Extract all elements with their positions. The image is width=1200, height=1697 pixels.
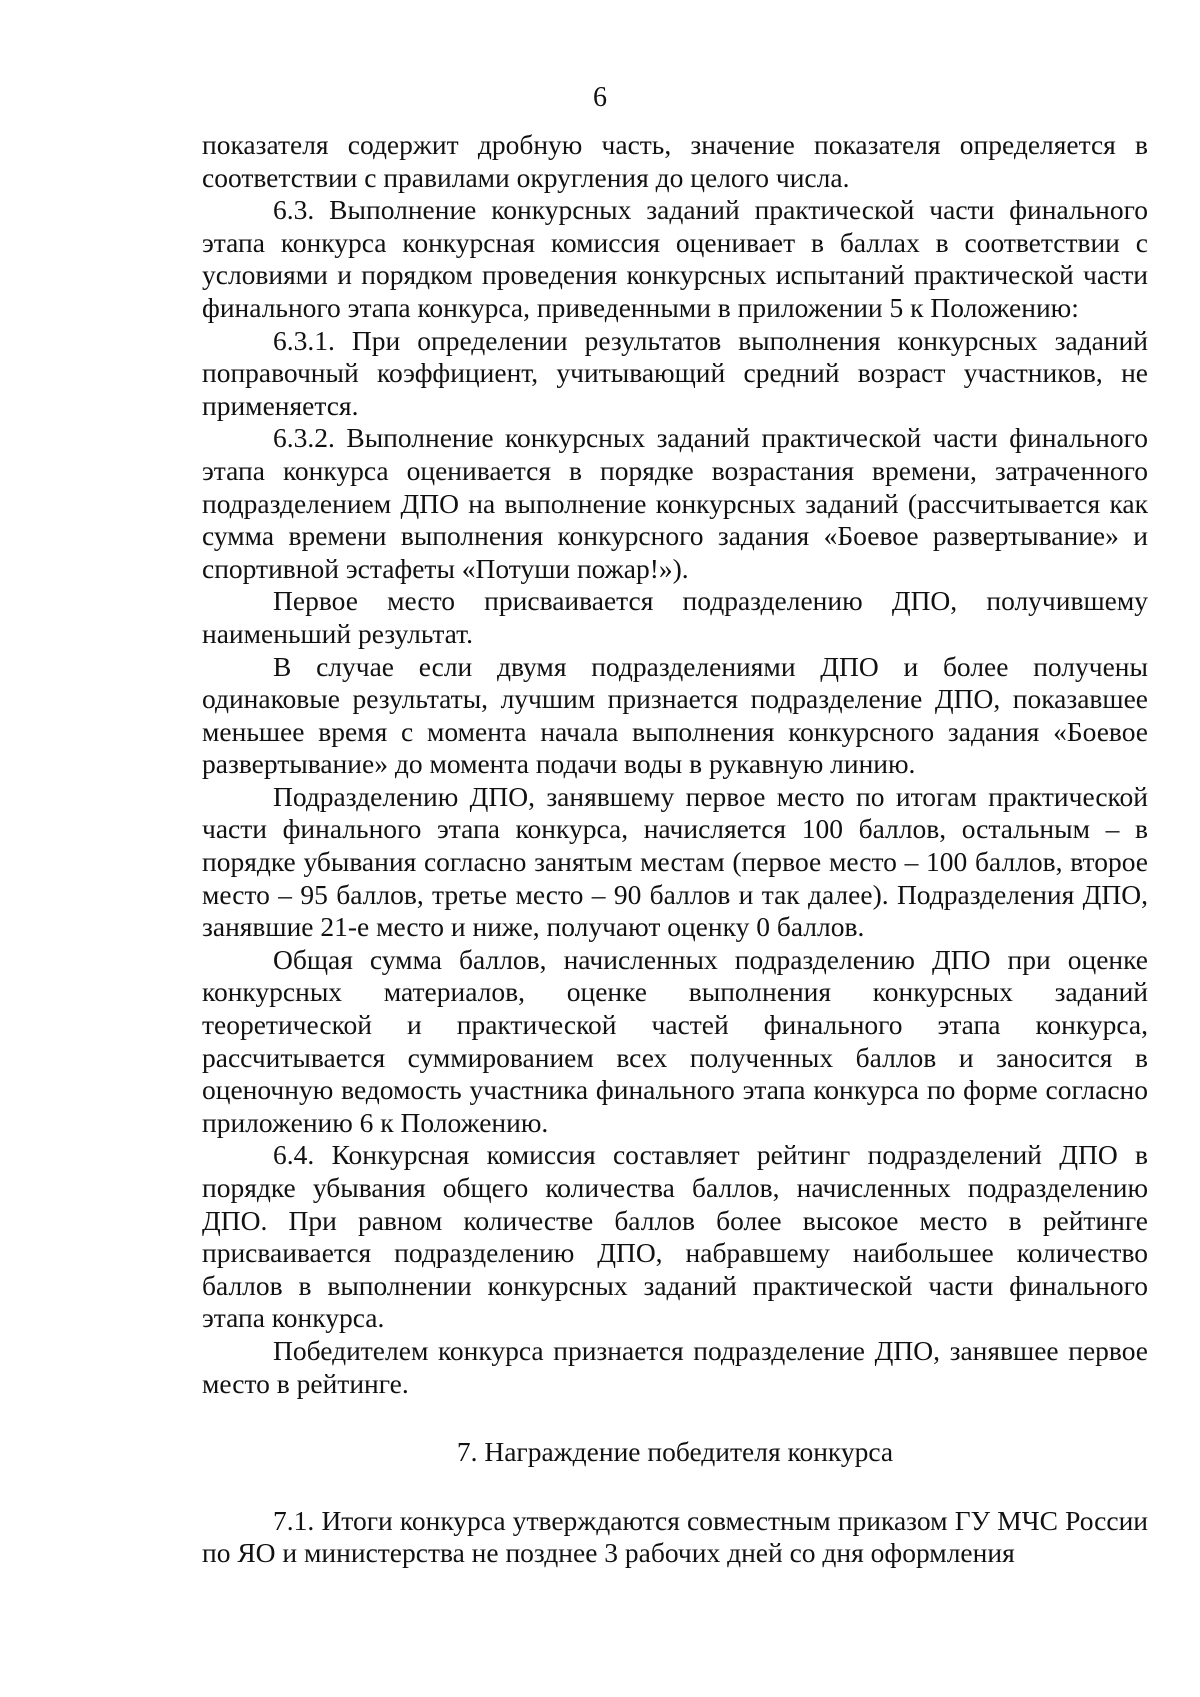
document-body <box>202 129 1148 1570</box>
section-heading: 7. Награждение победителя конкурса <box>456 1436 894 1468</box>
paragraph-total-score: Общая сумма баллов, начисленных подразделению ДПО при оценке конкурсных материалов, оценке выполнения конкурсных заданий теоретической и практической частей финального этапа конкурса, рассчитывается суммированием всех полученных баллов и заносится в оценочную ведомость участника финального этапа конкурса по форме согласно приложению 6 к Положению. <box>202 943 1148 1138</box>
page-number: 6 <box>593 82 607 113</box>
paragraph-first-place: Первое место присваивается подразделению ДПО, получившему наименьший результат. <box>202 585 1148 649</box>
paragraph-equal-results: В случае если двумя подразделениями ДПО и более получены одинаковые результаты, лучшим признается подразделение ДПО, показавшее меньшее время с момента начала выполнения конкурсного задания «Боевое развертывание» до момента подачи воды в рукавную линию. <box>202 650 1148 780</box>
paragraph-6-4: 6.4. Конкурсная комиссия составляет рейтинг подразделений ДПО в порядке убывания общего количества баллов, начисленных подразделению ДПО. При равном количестве баллов более высокое место в рейтинге присваивается подразделению ДПО, набравшему наибольшее количество баллов в выполнении конкурсных заданий практической части финального этапа конкурса. <box>202 1139 1148 1334</box>
paragraph-6-3: 6.3. Выполнение конкурсных заданий практической части финального этапа конкурса конкурсная комиссия оценивает в баллах в соответствии с условиями и порядком проведения конкурсных испытаний практической части финального этапа конкурса, приведенными в приложении 5 к Положению: <box>202 194 1148 323</box>
paragraph-points-scale: Подразделению ДПО, занявшему первое место по итогам практической части финального этапа конкурса, начисляется 100 баллов, остальным – в порядке убывания согласно занятым местам (первое место – 100 баллов, второе место – 95 баллов, третье место – 90 баллов и так далее). Подразделения ДПО, занявшие 21-е место и ниже, получают оценку 0 баллов. <box>202 780 1148 943</box>
paragraph-winner: Победителем конкурса признается подразделение ДПО, занявшее первое место в рейтинге. <box>202 1334 1148 1399</box>
paragraph-6-3-2: 6.3.2. Выполнение конкурсных заданий практической части финального этапа конкурса оценивается в порядке возрастания времени, затраченного подразделением ДПО на выполнение конкурсных заданий (рассчитывается как сумма времени выполнения конкурсного задания «Боевое развертывание» и спортивной эстафеты «Потуши пожар!»). <box>202 422 1148 584</box>
paragraph-7-1: 7.1. Итоги конкурса утверждаются совместным приказом ГУ МЧС России по ЯО и министерства не позднее 3 рабочих дней со дня оформления <box>202 1504 1148 1569</box>
paragraph-continuation: показателя содержит дробную часть, значение показателя определяется в соответствии с правилами округления до целого числа. <box>202 129 1148 193</box>
paragraph-6-3-1: 6.3.1. При определении результатов выполнения конкурсных заданий поправочный коэффициент, учитывающий средний возраст участников, не применяется. <box>202 324 1148 421</box>
